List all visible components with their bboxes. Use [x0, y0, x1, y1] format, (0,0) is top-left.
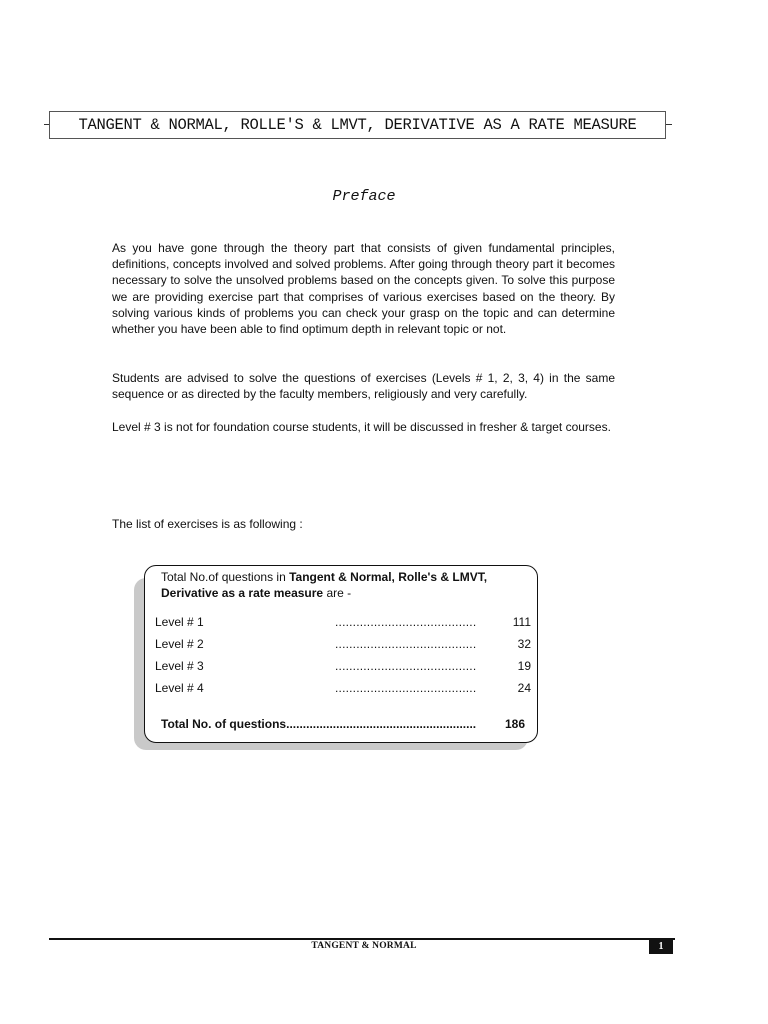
level-2-count: 32 [517, 637, 531, 651]
summary-intro-suffix: are - [323, 586, 352, 600]
sequence-paragraph: Students are advised to solve the questions of exercises (Levels # 1, 2, 3, 4) in the same sequence or as directed by the faculty members, religiously and very carefully. [112, 371, 615, 402]
intro-paragraph: As you have gone through the theory part that consists of given fundamental principles, definitions, concepts involved and solved problems. After going through theory part it becomes necessary to solve the unsolved problems based on the concepts given. To solve this purpose we are providing exercise part that comprises of various exercises based on the theory. By solving various kinds of problems you can check your grasp on the topic and can determine whether you have been able to find optimum depth in relevant topic or not. [112, 241, 615, 337]
preface-heading [0, 188, 768, 205]
summary-card [144, 565, 538, 743]
total-questions-value: 186 [504, 717, 525, 731]
page-title: TANGENT & NORMAL, ROLLE'S & LMVT, DERIVATIVE AS A RATE MEASURE [49, 111, 666, 139]
level-4-dots: ........................................ [335, 681, 477, 695]
level-1-count: 111 [512, 615, 531, 629]
page-number: 1 [649, 940, 673, 954]
summary-intro-prefix: Total No.of questions in [161, 570, 290, 584]
level-3-dots: ........................................ [335, 659, 477, 673]
exercise-list-intro: The list of exercises is as following : [112, 517, 303, 531]
summary-intro-topic: Tangent & Normal, Rolle's & LMVT, Derivative as a rate measure [161, 570, 488, 600]
level3-note-paragraph: Level # 3 is not for foundation course students, it will be discussed in fresher & target courses. [112, 420, 611, 434]
preface-heading-text: Preface [332, 188, 396, 205]
total-questions-label: Total No. of questions......................................................... [161, 717, 477, 731]
level-1-label: Level # 1 [155, 615, 204, 629]
footer-label: TANGENT & NORMAL [311, 941, 417, 951]
level-4-count: 24 [517, 681, 531, 695]
level-3-count: 19 [517, 659, 531, 673]
level-4-label: Level # 4 [155, 681, 204, 695]
level-2-label: Level # 2 [155, 637, 204, 651]
title-right-dash [666, 124, 672, 125]
summary-intro [161, 569, 521, 601]
level-3-label: Level # 3 [155, 659, 204, 673]
footer-rule [49, 938, 675, 940]
level-2-dots: ........................................ [335, 637, 477, 651]
level-1-dots: ........................................ [335, 615, 477, 629]
